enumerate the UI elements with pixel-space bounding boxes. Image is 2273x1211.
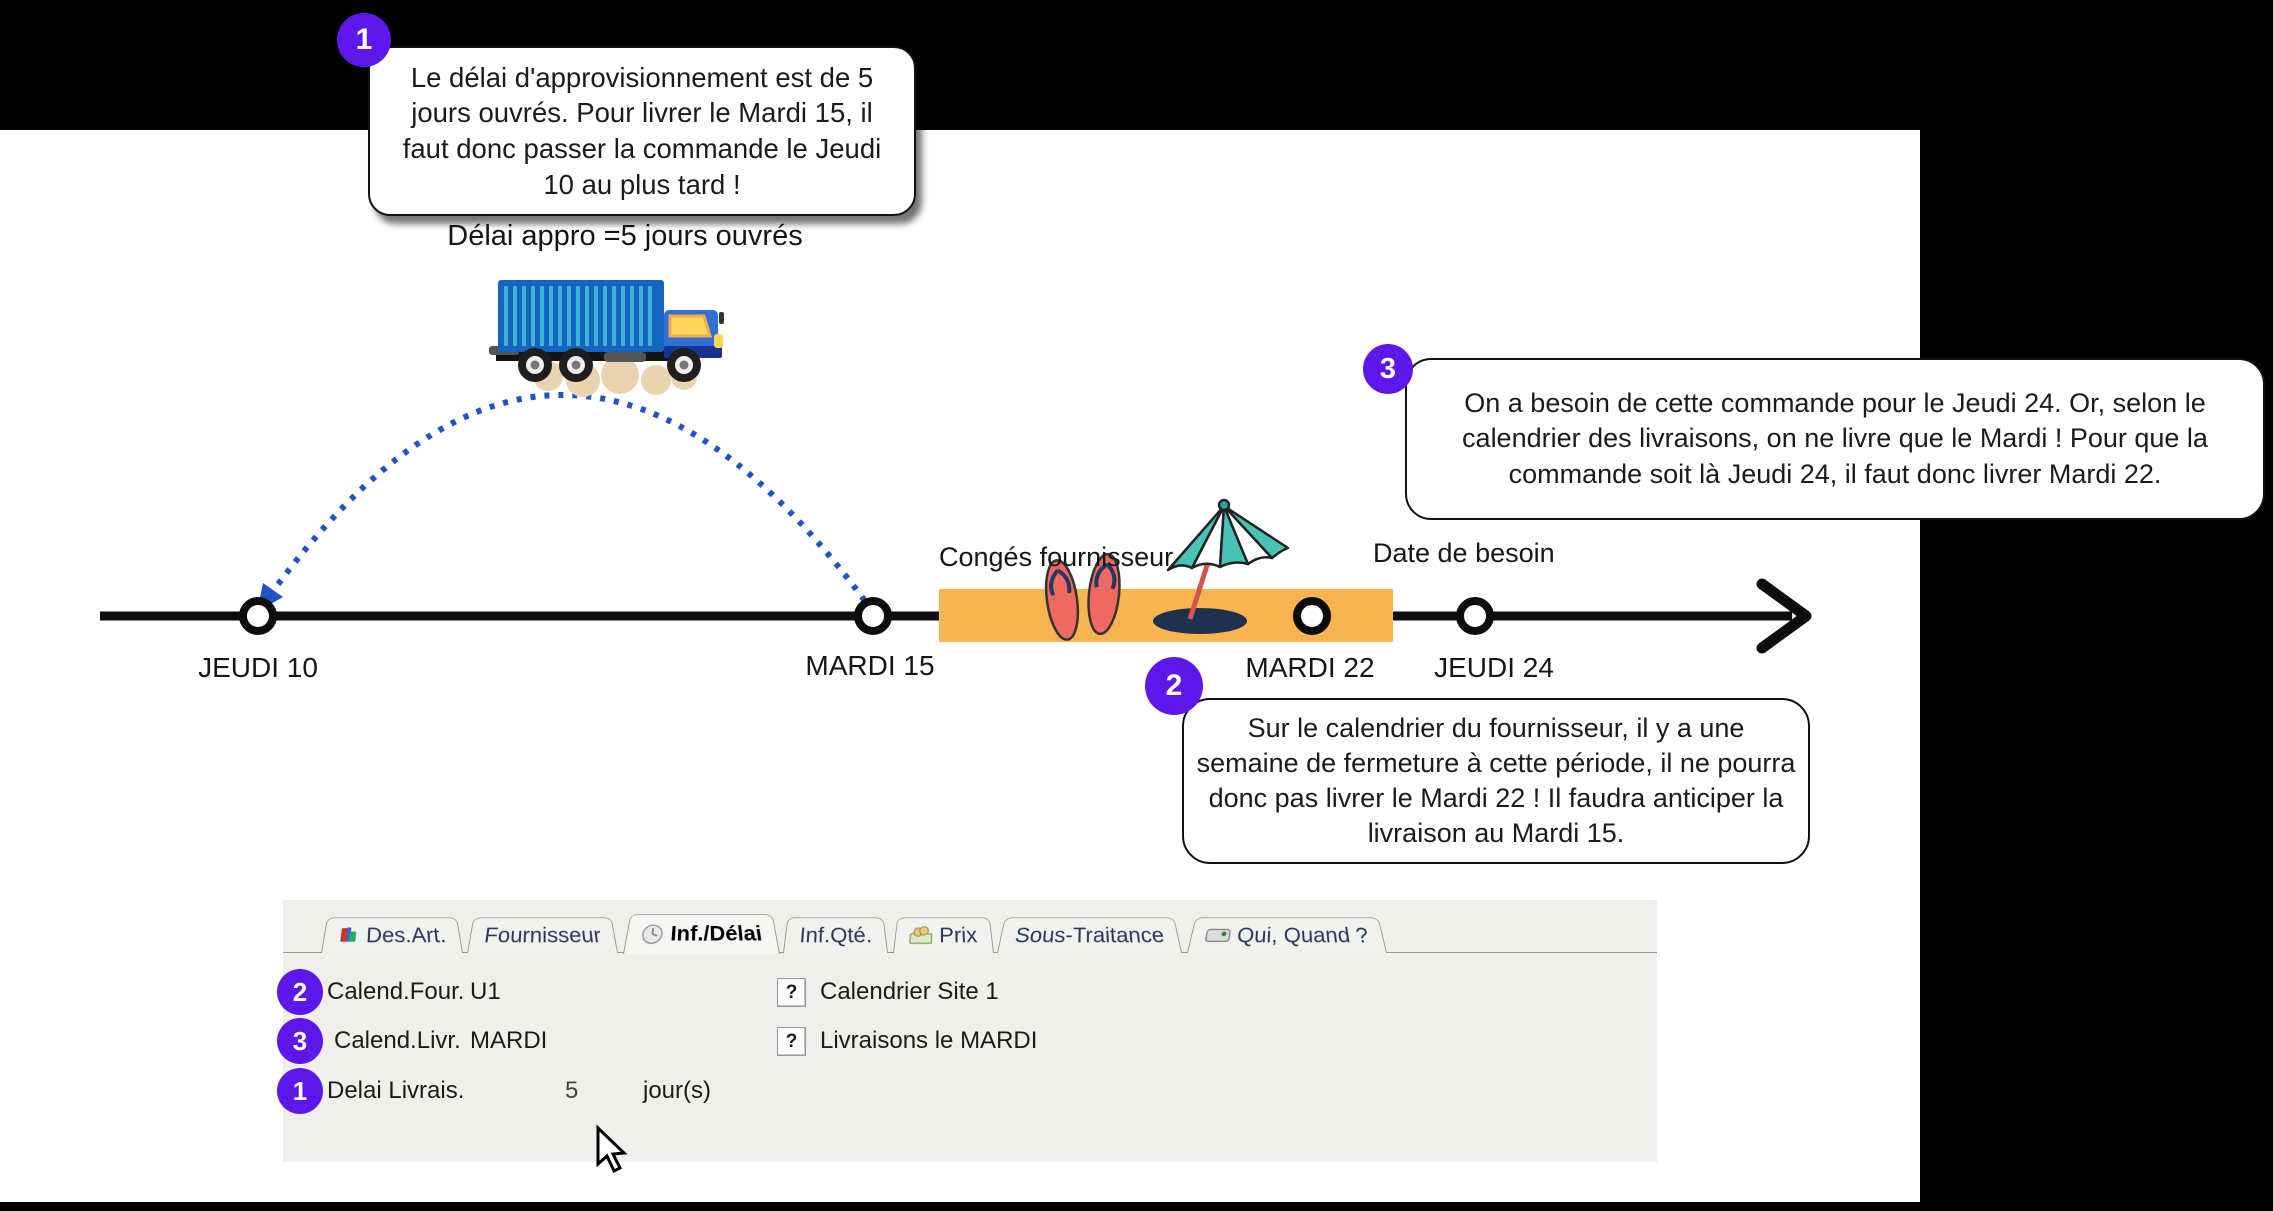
timeline-label-mardi-15: MARDI 15	[805, 650, 935, 681]
callout-2-badge: 2	[1145, 657, 1203, 715]
panel-badge-1: 1	[277, 1068, 323, 1114]
field-desc-calend-four: Calendrier Site 1	[820, 978, 999, 1005]
timeline-label-mardi-22: MARDI 22	[1245, 652, 1375, 683]
lead-time-arc	[257, 395, 873, 612]
point-mardi-15	[858, 601, 888, 631]
field-label-delai-livrais: Delai Livrais.	[327, 1077, 465, 1104]
lead-time-caption: Délai appro =5 jours ouvrés	[447, 220, 803, 252]
field-value-calend-livr[interactable]: MARDI	[470, 1027, 548, 1054]
callout-2-bubble: Sur le calendrier du fournisseur, il y a une semaine de fermeture à cette période, il ne pourra donc pas livrer le Mardi 22 ! Il faudra anticiper la livraison au Mardi 15.	[1182, 698, 1810, 864]
callout-1-bubble: Le délai d'approvisionnement est de 5 jours ouvrés. Pour livrer le Mardi 15, il faut donc passer la commande le Jeudi 10 au plus tard !	[368, 46, 916, 216]
tab-label: Fournisseur	[483, 922, 603, 947]
point-jeudi-10	[243, 601, 273, 631]
callout-1-badge: 1	[337, 13, 391, 67]
field-value-delai-livrais[interactable]: 5	[565, 1077, 579, 1104]
need-date-label: Date de besoin	[1373, 538, 1555, 568]
mouse-cursor-icon	[598, 1128, 624, 1171]
timeline-label-jeudi-24: JEUDI 24	[1434, 652, 1554, 683]
tab-label: Inf.Qté.	[798, 922, 874, 947]
point-mardi-22	[1297, 601, 1327, 631]
point-jeudi-24	[1460, 601, 1490, 631]
tab-label: Inf./Délai	[669, 921, 764, 946]
field-desc-calend-livr: Livraisons le MARDI	[820, 1027, 1038, 1054]
field-label-calend-four: Calend.Four.	[327, 978, 465, 1005]
field-label-calend-livr: Calend.Livr.	[334, 1027, 461, 1054]
field-unit-delai-livrais: jour(s)	[643, 1077, 712, 1104]
callout-3-badge: 3	[1363, 344, 1413, 394]
truck-icon	[489, 280, 724, 397]
tab-label: Prix	[938, 922, 978, 947]
tab-label: Sous-Traitance	[1013, 922, 1167, 947]
tab-label: Qui, Quand ?	[1235, 922, 1371, 947]
help-button-calend-livr[interactable]: ?	[777, 1027, 806, 1056]
callout-3-bubble: On a besoin de cette commande pour le Jeudi 24. Or, selon le calendrier des livraisons, on ne livre que le Mardi ! Pour que la commande soit là Jeudi 24, il faut donc livrer Mardi 22.	[1405, 358, 2265, 520]
panel-badge-3: 3	[277, 1018, 323, 1064]
tab-label: Des.Art.	[365, 922, 448, 947]
panel-badge-2: 2	[277, 969, 323, 1015]
vacation-label: Congés fournisseur	[939, 542, 1174, 572]
timeline-label-jeudi-10: JEUDI 10	[198, 652, 318, 683]
help-button-calend-four[interactable]: ?	[777, 978, 806, 1007]
field-value-calend-four[interactable]: U1	[470, 978, 501, 1005]
